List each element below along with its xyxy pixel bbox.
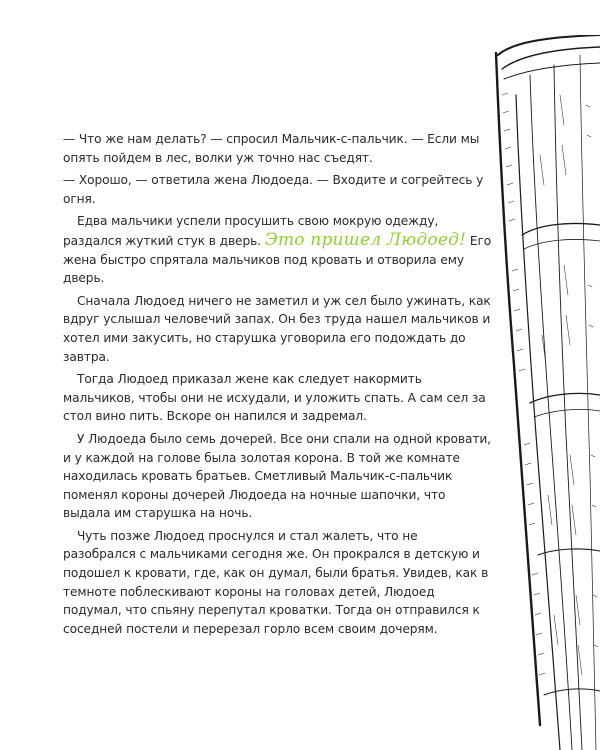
paragraph-6: У Людоеда было семь дочерей. Все они спали на одной кровати, и у каждой на голове была золотая корона. В той же комнате находилась кровать братьев. Сметливый Мальчик-с-пальчик поменял короны дочерей Людоеда на ночные шапочки, что выдала им старушка на ночь. <box>63 431 491 521</box>
paragraph-2: — Хорошо, — ответила жена Людоеда. — Входите и согрейтесь у огня. <box>63 173 484 206</box>
paragraph-5: Тогда Людоед приказал жене как следует накормить мальчиков, чтобы они не исхудали, и уложить спать. А сам сел за стол вино пить. Вскоре он напился и задремал. <box>63 372 486 424</box>
paragraph-7: Чуть позже Людоед проснулся и стал жалеть, что не разобрался с мальчиками сегодня же. Он прокрался в детскую и подошел к кровати, где, как он думал, были братья. Увидев, как в темноте поблескивают короны на головах детей, Людоед подумал, что спьяну перепутал кроватки. Тогда он отправился к соседней постели и перерезал горло всем своим дочерям. <box>63 528 489 636</box>
page-text <box>63 130 493 642</box>
paragraph-4: Сначала Людоед ничего не заметил и уж сел было ужинать, как вдруг услышал человечий запах. Он без труда нашел мальчиков и хотел ими закусить, но старушка уговорила его подождать до завтра. <box>63 293 491 364</box>
paragraph-1: — Что же нам делать? — спросил Мальчик-с-пальчик. — Если мы опять пойдем в лес, волки уж точно нас съедят. <box>63 132 480 165</box>
paragraph-3-start: Едва мальчики успели просушить свою мокрую одежду, раздался жуткий стук в дверь. <box>63 214 439 248</box>
bedpost-illustration <box>494 35 600 750</box>
paragraph-3 <box>63 212 493 287</box>
highlighted-phrase: Это пришел Людоед! <box>264 229 467 250</box>
paragraph-3-end: Его жена быстро спрятала мальчиков под кровать и отворила ему дверь. <box>63 233 492 286</box>
